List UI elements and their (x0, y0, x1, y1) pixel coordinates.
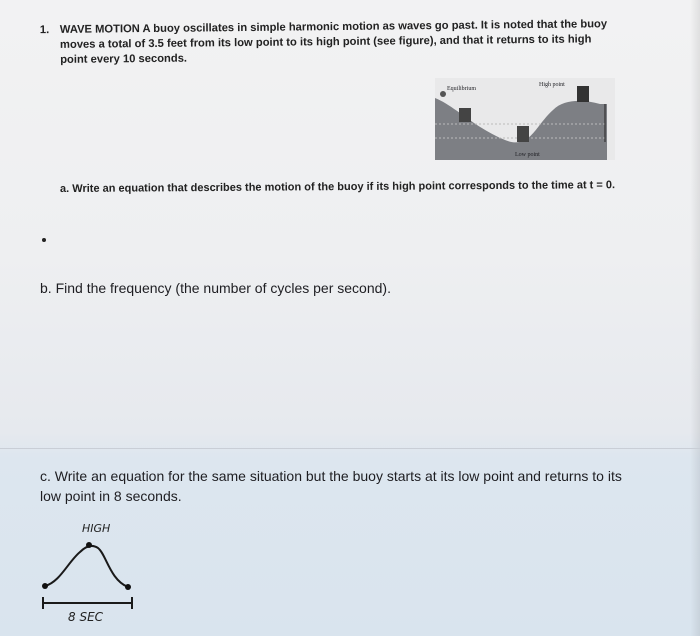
bullet-mark (42, 238, 46, 242)
question-number: 1. (39, 24, 50, 37)
sketch-label-high: HIGH (82, 522, 111, 535)
sketch-label-duration: 8 SEC (68, 610, 104, 624)
label-high-point: High point (539, 82, 565, 88)
page-fold (0, 448, 700, 449)
question-1-text: WAVE MOTION A buoy oscillates in simple harmonic motion as waves go past. It is noted that the buoy moves a total of 3.5 feet from its low point to its high point (see figure), and that it returns to its high point every 10 seconds. (59, 18, 608, 66)
buoy-figure (435, 78, 615, 160)
buoy-low (517, 126, 529, 142)
label-equilibrium: Equilibrium (447, 86, 476, 92)
buoy-high (577, 86, 589, 102)
handwritten-sketch (20, 510, 220, 630)
part-b: b. Find the frequency (the number of cycles per second). (40, 280, 391, 296)
part-c: c. Write an equation for the same situation but the buoy starts at its low point and returns to its low point in 8 seconds. (40, 468, 622, 504)
question-1 (39, 17, 620, 68)
bell-curve-sketch (20, 510, 220, 630)
label-low-point: Low point (515, 152, 540, 158)
page-shadow (690, 0, 700, 636)
buoy-equilibrium (459, 108, 471, 122)
part-a: a. Write an equation that describes the motion of the buoy if its high point corresponds to the time at t = 0. (59, 179, 616, 196)
